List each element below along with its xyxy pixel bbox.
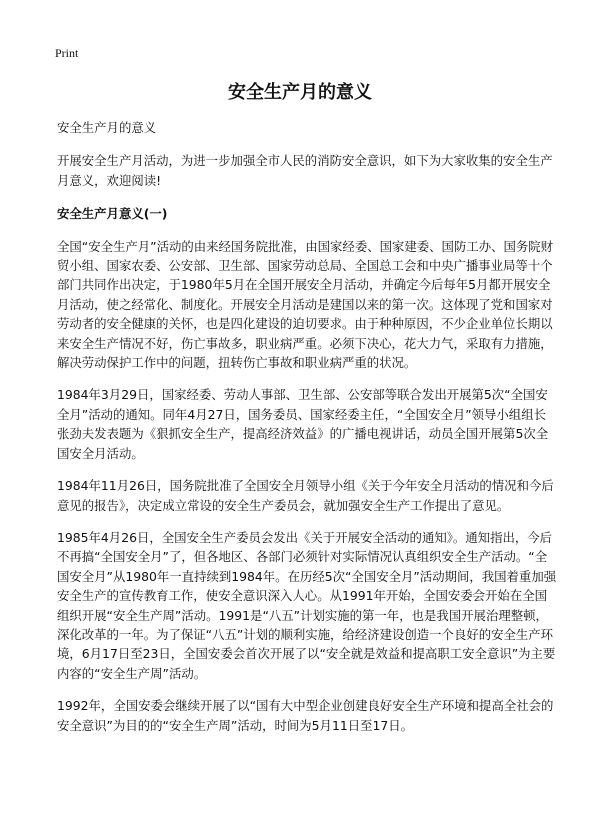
paragraph: 1992年，全国安委会继续开展了以“国有大中型企业创建良好安全生产环境和提高全社会的安全意识”为目的的“安全生产周”活动，时间为5月11日至17日。: [57, 698, 554, 733]
paragraph: 全国“安全生产月”活动的由来经国务院批准，由国家经委、国家建委、国防工办、国务院财贸小组、国家农委、公安部、卫生部、国家劳动总局、全国总工会和中央广播事业局等十个部门共同作出决定，于1980年5月在全国开展安全月活动，并确定今后每年5月都开展安全月活动，使之经常化、制度化。开展安全月活动是建国以来的第一次。这体现了党和国家对劳动者的安全健康的关怀，也是四化建设的迫切要求。由于种种原因，不少企业单位长期以来安全生产情况不好，伤亡事故多，职业病严重。必须下决心，花大力气，采取有力措施，解决劳动保护工作中的问题，扭转伤亡事故和职业病严重的状况。: [57, 238, 554, 371]
page-title: 安全生产月的意义: [228, 82, 372, 103]
article-body: [57, 118, 557, 748]
intro-paragraph: 开展安全生产月活动，为进一步加强全市人民的消防安全意识，如下为大家收集的安全生产月意义，欢迎阅读!: [57, 153, 553, 188]
print-link[interactable]: Print: [55, 46, 79, 60]
paragraph: 1984年3月29日，国家经委、劳动人事部、卫生部、公安部等联合发出开展第5次“全国安全月”活动的通知。同年4月27日，国务委员、国家经委主任，“全国安全月”领导小组组长张劲夫发表题为《狠抓安全生产，提高经济效益》的广播电视讲话，动员全国开展第5次全国安全月活动。: [57, 387, 549, 461]
paragraph: 1984年11月26日，国务院批准了全国安全月领导小组《关于今年安全月活动的情况和今后意见的报告》，决定成立常设的安全生产委员会，就加强安全生产工作提出了意见。: [57, 478, 554, 513]
section-heading: 安全生产月意义(一): [57, 206, 168, 222]
article-subtitle: 安全生产月的意义: [57, 120, 157, 135]
paragraph: 1985年4月26日，全国安全生产委员会发出《关于开展安全活动的通知》。通知指出，今后不再搞“全国安全月”了，但各地区、各部门必须针对实际情况认真组织安全生产活动。“全国安全月”从1980年一直持续到1984年。在历经5次“全国安全月”活动期间，我国着重加强安全生产的宣传教育工作，使安全意识深入人心。从1991年开始，全国安委会开始在全国组织开展“安全生产周”活动。1991是“八五”计划实施的第一年，也是我国开展治理整顿，深化改革的一年。为了保证“八五”计划的顺利实施，给经济建设创造一个良好的安全生产环境，6月17日至23日，全国安委会首次开展了以“安全就是效益和提高职工安全意识”为主要内容的“安全生产周”活动。: [57, 529, 557, 681]
